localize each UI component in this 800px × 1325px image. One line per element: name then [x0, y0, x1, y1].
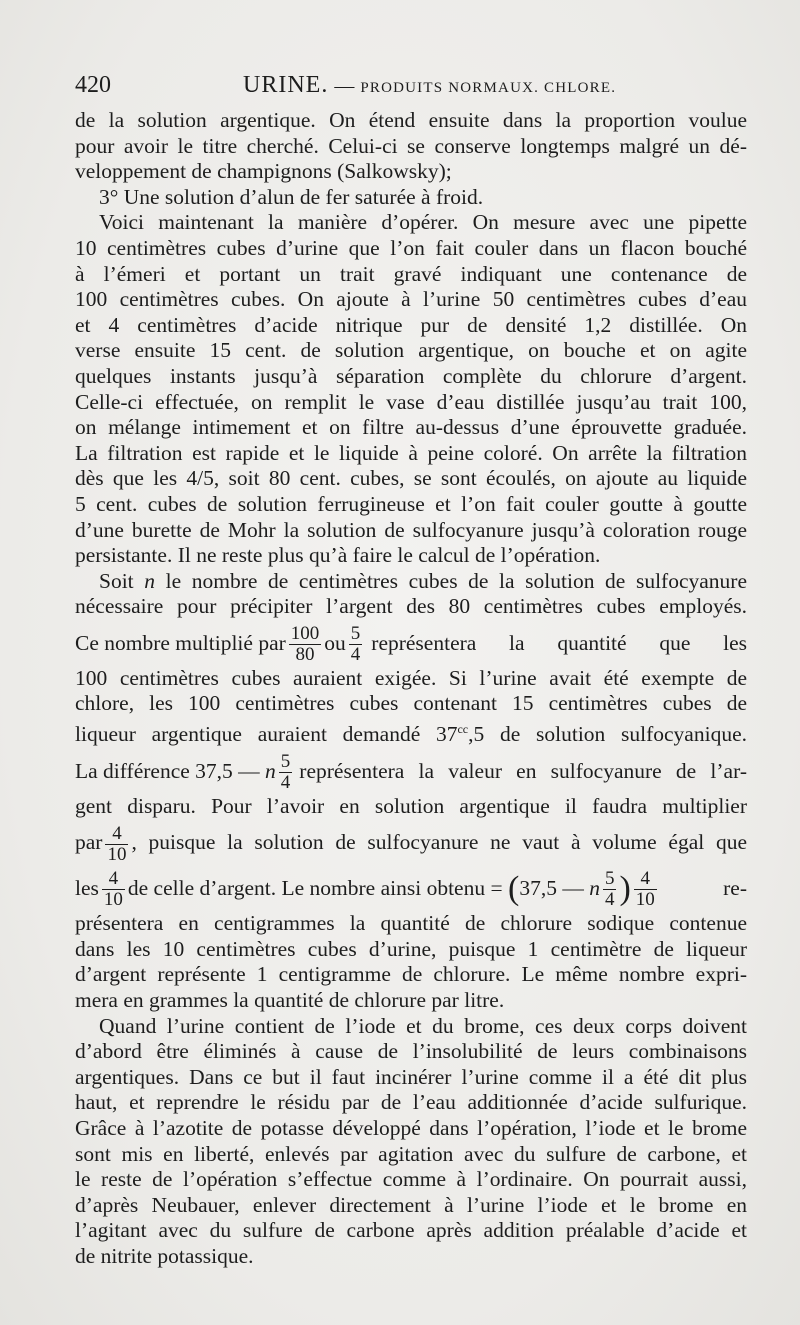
body-text [75, 108, 747, 1270]
text-line: et 4 centimètres d’acide nitrique pur de densité 1,2 distillée. On [75, 312, 747, 337]
fraction-denominator: 4 [604, 889, 615, 911]
fraction-denominator: 10 [635, 889, 655, 911]
formula-line [75, 748, 747, 794]
fraction-numerator: 4 [102, 869, 125, 890]
text-line: de nitrite potassique. [75, 1243, 254, 1268]
variable-n: n [144, 568, 156, 593]
fraction-denominator: 4 [350, 644, 361, 666]
text-span: ,5 de solution sulfocyanique. [468, 722, 747, 747]
text-line: Voici maintenant la manière d’opérer. On mesure avec une pipette [99, 210, 747, 235]
text-span: liqueur argentique auraient demandé 37 [75, 722, 458, 747]
text-span: ou [324, 630, 346, 655]
formula-line [75, 819, 747, 865]
fraction-100-80 [289, 624, 322, 665]
close-parenthesis: ) [619, 869, 631, 907]
open-parenthesis: ( [507, 869, 520, 907]
fraction-numerator: 5 [280, 751, 291, 773]
text-line [75, 569, 747, 595]
text-span: représentera la valeur en sulfocyanure de l’ar- [299, 758, 747, 783]
text-line: Celle-ci effectuée, on remplit le vase d’eau distillée jusqu’au trait 100, [75, 389, 747, 414]
text-span [75, 865, 660, 912]
text-line: à l’émeri et portant un trait gravé indiquant une contenance de [75, 261, 747, 286]
text-line: présentera en centigrammes la quantité de chlorure sodique contenue [75, 911, 747, 936]
text-line: d’abord être éliminés à cause de l’insolubilité de leurs combinaisons [75, 1039, 747, 1064]
text-span: re- [723, 876, 747, 901]
text-span: de celle d’argent. Le nombre ainsi obtenu = [127, 875, 508, 900]
formula-line [75, 620, 747, 666]
fraction-numerator: 4 [634, 869, 657, 890]
text-line: dans les 10 centimètres cubes d’urine, puisque 1 centimètre de liqueur [75, 936, 747, 961]
text-span: par [75, 830, 103, 855]
text-line: 100 centimètres cubes auraient exigée. Si l’urine avait été exempte de [75, 665, 747, 690]
text-line: l’agitant avec du sulfure de carbone après addition préalable d’acide et [75, 1218, 747, 1243]
text-line: dès que les 4/5, soit 80 cent. cubes, se sont écoulés, on ajoute au liquide [75, 466, 747, 491]
text-line: le reste de l’opération s’effectue comme à l’ordinaire. On pourrait aussi, [75, 1167, 747, 1192]
text-line: argentiques. Dans ce but il faut incinérer l’urine comme il a été dit plus [75, 1064, 747, 1089]
text-span: La différence 37,5 — [75, 758, 266, 783]
text-span: 37,5 — [519, 875, 590, 900]
text-line: gent disparu. Pour l’avoir en solution argentique il faudra multiplier [75, 793, 747, 818]
fraction-denominator: 4 [280, 772, 291, 794]
fraction-denominator: 10 [107, 843, 127, 865]
text-span: représentera la quantité que les [371, 630, 747, 655]
text-span: , puisque la solution de sulfocyanure ne vaut à volume égal que [131, 830, 747, 855]
text-span: Soit [99, 568, 145, 593]
fraction-5-4 [279, 752, 293, 793]
text-span [75, 819, 131, 865]
text-line: nécessaire pour précipiter l’argent des 80 centimètres cubes employés. [75, 594, 747, 619]
fraction-numerator: 5 [604, 868, 615, 890]
page-header [75, 72, 747, 102]
fraction-4-10 [102, 869, 125, 910]
running-head-subtitle: PRODUITS NORMAUX. CHLORE. [360, 80, 617, 96]
text-line: mera en grammes la quantité de chlorure par litre. [75, 988, 505, 1013]
text-span: Ce nombre multiplié par [75, 630, 286, 655]
page-number: 420 [75, 72, 111, 98]
fraction-4-10 [634, 869, 657, 910]
text-span: les [75, 875, 99, 900]
fraction-numerator: 100 [290, 623, 320, 645]
text-line: de la solution argentique. On étend ensuite dans la proportion voulue [75, 108, 747, 132]
running-head [243, 72, 616, 99]
text-line: d’argent représente 1 centigramme de chlorure. Le même nombre expri- [75, 962, 747, 987]
text-line: 10 centimètres cubes d’urine que l’on fait couler dans un flacon bouché [75, 235, 747, 260]
text-line: 3° Une solution d’alun de fer saturée à froid. [99, 184, 484, 209]
text-line: haut, et reprendre le résidu par de l’eau additionnée d’acide sulfurique. [75, 1090, 747, 1115]
text-line: 100 centimètres cubes. On ajoute à l’urine 50 centimètres cubes d’eau [75, 287, 747, 312]
fraction-5-4 [603, 869, 617, 910]
text-line [75, 717, 747, 748]
text-line: chlore, les 100 centimètres cubes contenant 15 centimètres cubes de [75, 691, 747, 716]
formula-line [75, 865, 747, 911]
text-line: pour avoir le titre cherché. Celui-ci se conserve longtemps malgré un dé- [75, 133, 747, 158]
text-line: d’après Neubauer, enlever directement à l’urine l’iode et le brome en [75, 1192, 747, 1217]
text-span [75, 748, 295, 794]
text-line: Grâce à l’azotite de potasse développé dans l’opération, l’iode et le brome [75, 1116, 747, 1140]
running-head-title: URINE. [243, 72, 329, 98]
fraction-numerator: 5 [350, 623, 361, 645]
unit-superscript: cc [457, 722, 469, 737]
text-line: d’une burette de Mohr la solution de sulfocyanure jusqu’à coloration rouge [75, 517, 747, 542]
variable-n: n [265, 758, 276, 783]
fraction-denominator: 80 [295, 644, 315, 666]
text-line: veloppement de champignons (Salkowsky); [75, 159, 452, 184]
fraction-denominator: 10 [103, 889, 123, 911]
running-head-dash: — [334, 75, 355, 97]
text-line: 5 cent. cubes de solution ferrugineuse et l’on fait couler goutte à goutte [75, 491, 747, 516]
fraction-4-10 [105, 824, 128, 865]
text-line: quelques instants jusqu’à séparation complète du chlorure d’argent. [75, 363, 747, 388]
fraction-5-4 [349, 624, 363, 665]
text-line: sont mis en liberté, enlevés par agitation avec du sulfure de carbone, et [75, 1141, 747, 1166]
text-line: persistante. Il ne reste plus qu’à faire le calcul de l’opération. [75, 543, 601, 568]
text-line: verse ensuite 15 cent. de solution argentique, on bouche et on agite [75, 338, 747, 363]
variable-n: n [589, 875, 600, 900]
text-line: La filtration est rapide et le liquide à peine coloré. On arrête la filtration [75, 440, 747, 465]
fraction-numerator: 4 [105, 824, 128, 845]
text-line: Quand l’urine contient de l’iode et du brome, ces deux corps doivent [99, 1013, 747, 1038]
text-span: le nombre de centimètres cubes de la solution de sulfocyanure [155, 568, 747, 593]
text-line: on mélange intimement et on filtre au-dessus d’une éprouvette graduée. [75, 415, 747, 440]
text-span [75, 620, 365, 666]
